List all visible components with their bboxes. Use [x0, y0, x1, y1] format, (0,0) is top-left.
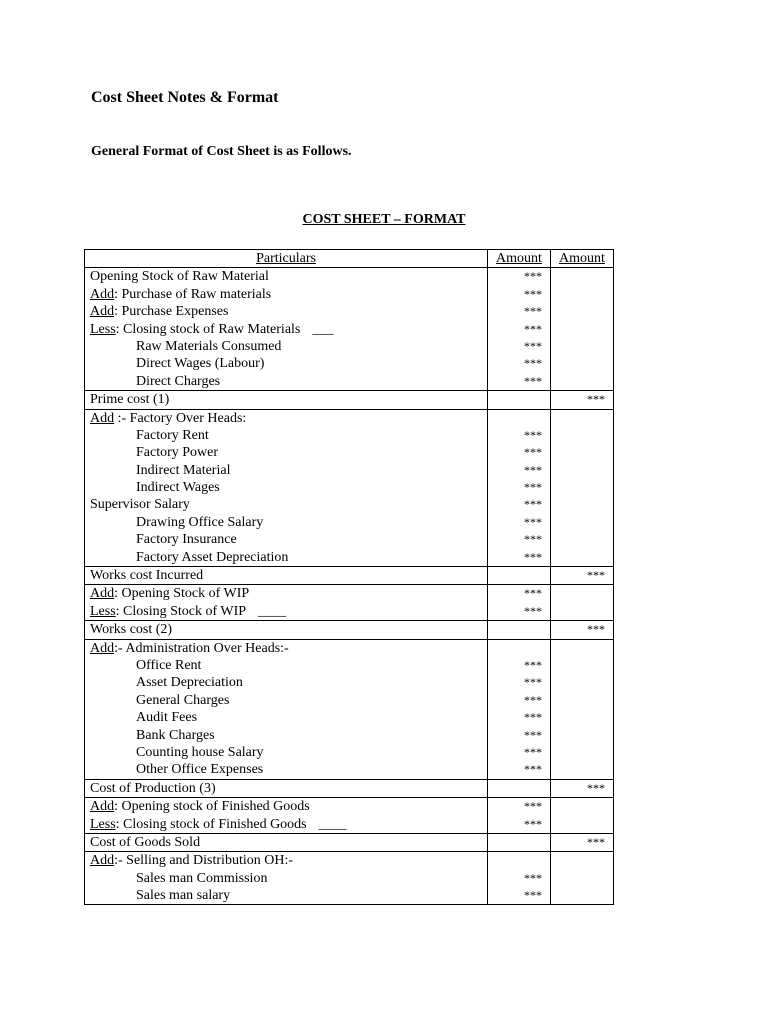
- row-label: Drawing Office Salary: [136, 514, 264, 530]
- amount-cell-2: [551, 852, 614, 870]
- amount-cell-2: [551, 709, 614, 726]
- row-prefix: Add: [90, 286, 115, 302]
- particulars-text: [90, 709, 197, 726]
- row-underline-mark: ____: [318, 816, 347, 832]
- amount-cell-2: [551, 355, 614, 372]
- amount-cell-2: [551, 870, 614, 887]
- row-label: Bank Charges: [136, 727, 215, 743]
- row-prefix: Less: [90, 321, 116, 337]
- table-row: [85, 391, 614, 409]
- amount-cell-1: ***: [488, 373, 551, 391]
- amount-cell-2: [551, 427, 614, 444]
- table-row: [85, 744, 614, 761]
- row-label: Sales man Commission: [136, 870, 268, 886]
- row-prefix: Add: [90, 586, 115, 602]
- amount-cell-1: ***: [488, 798, 551, 816]
- particulars-cell: [85, 761, 488, 779]
- table-row: [85, 496, 614, 513]
- document-title: Cost Sheet Notes & Format: [91, 89, 279, 106]
- row-label: Factory Power: [136, 445, 219, 461]
- amount-cell-1: [488, 833, 551, 851]
- particulars-cell: [85, 514, 488, 531]
- row-label: Other Office Expenses: [136, 762, 264, 778]
- amount-cell-2: [551, 585, 614, 603]
- particulars-cell: [85, 798, 488, 816]
- table-row: [85, 674, 614, 691]
- particulars-cell: [85, 852, 488, 870]
- amount-cell-1: ***: [488, 514, 551, 531]
- header-amount-2-label: Amount: [559, 251, 605, 266]
- amount-cell-1: ***: [488, 462, 551, 479]
- amount-cell-1: ***: [488, 603, 551, 621]
- particulars-cell: [85, 268, 488, 286]
- row-label: Cost of Goods Sold: [90, 834, 201, 850]
- table-row: [85, 585, 614, 603]
- amount-cell-1: ***: [488, 657, 551, 674]
- particulars-text: [90, 870, 267, 887]
- table-row: [85, 462, 614, 479]
- particulars-text: [90, 355, 264, 372]
- table-row: [85, 514, 614, 531]
- particulars-cell: [85, 286, 488, 303]
- row-label: :- Administration Over Heads:-: [114, 640, 289, 656]
- particulars-text: [90, 549, 288, 566]
- particulars-text: [90, 497, 190, 512]
- table-row: [85, 816, 614, 834]
- particulars-cell: [85, 444, 488, 461]
- amount-cell-1: ***: [488, 338, 551, 355]
- row-underline-mark: ____: [258, 603, 287, 619]
- amount-cell-1: ***: [488, 816, 551, 834]
- row-label: :- Factory Over Heads:: [114, 410, 247, 426]
- row-label: :- Selling and Distribution OH:-: [114, 853, 294, 869]
- amount-cell-2: [551, 462, 614, 479]
- particulars-text: [90, 269, 269, 284]
- row-label: Direct Wages (Labour): [136, 356, 265, 372]
- particulars-text: [90, 604, 286, 619]
- amount-cell-1: ***: [488, 444, 551, 461]
- cost-sheet-body: [85, 250, 614, 905]
- table-row: [85, 549, 614, 567]
- amount-cell-1: ***: [488, 585, 551, 603]
- particulars-cell: [85, 639, 488, 657]
- particulars-text: [90, 799, 310, 814]
- table-row: [85, 303, 614, 320]
- row-label: Direct Charges: [136, 373, 221, 389]
- row-prefix: Add: [90, 853, 115, 869]
- particulars-text: [90, 853, 293, 868]
- particulars-text: [90, 586, 249, 601]
- particulars-cell: [85, 692, 488, 709]
- amount-cell-2: [551, 639, 614, 657]
- particulars-text: [90, 322, 333, 337]
- amount-cell-1: [488, 639, 551, 657]
- row-label: Cost of Production (3): [90, 780, 216, 796]
- amount-cell-1: ***: [488, 761, 551, 779]
- particulars-text: [90, 817, 347, 832]
- header-amount-1: [488, 250, 551, 268]
- amount-cell-2: [551, 373, 614, 391]
- particulars-text: [90, 427, 209, 444]
- row-label: : Closing Stock of WIP: [115, 603, 247, 619]
- row-label: Prime cost (1): [90, 392, 170, 408]
- particulars-text: [90, 568, 203, 583]
- amount-cell-1: ***: [488, 427, 551, 444]
- header-particulars-label: Particulars: [256, 251, 316, 266]
- row-label: : Purchase of Raw materials: [114, 286, 272, 302]
- particulars-cell: [85, 567, 488, 585]
- particulars-text: [90, 781, 216, 796]
- amount-cell-2: ***: [551, 833, 614, 851]
- particulars-text: [90, 514, 263, 531]
- amount-cell-2: [551, 496, 614, 513]
- particulars-cell: [85, 496, 488, 513]
- amount-cell-2: ***: [551, 391, 614, 409]
- table-row: [85, 870, 614, 887]
- row-underline-mark: ___: [312, 321, 334, 337]
- amount-cell-1: ***: [488, 268, 551, 286]
- row-label: Raw Materials Consumed: [136, 338, 282, 354]
- particulars-cell: [85, 603, 488, 621]
- table-row: [85, 427, 614, 444]
- amount-cell-1: ***: [488, 674, 551, 691]
- particulars-text: [90, 411, 246, 426]
- amount-cell-1: ***: [488, 744, 551, 761]
- particulars-text: [90, 657, 201, 674]
- particulars-cell: [85, 709, 488, 726]
- table-row: [85, 639, 614, 657]
- particulars-text: [90, 338, 281, 355]
- table-row: [85, 852, 614, 870]
- header-amount-1-label: Amount: [496, 251, 542, 266]
- table-row: [85, 621, 614, 639]
- particulars-cell: [85, 674, 488, 691]
- row-label: Works cost Incurred: [90, 568, 204, 584]
- particulars-cell: [85, 338, 488, 355]
- row-label: Indirect Material: [136, 462, 231, 478]
- row-label: : Closing stock of Raw Materials: [115, 321, 301, 337]
- row-label: Counting house Salary: [136, 744, 264, 760]
- row-label: Factory Rent: [136, 427, 209, 443]
- particulars-text: [90, 674, 243, 691]
- table-row: [85, 286, 614, 303]
- amount-cell-2: [551, 761, 614, 779]
- table-row: [85, 779, 614, 797]
- particulars-text: [90, 444, 218, 461]
- amount-cell-2: [551, 798, 614, 816]
- amount-cell-1: ***: [488, 496, 551, 513]
- amount-cell-2: [551, 692, 614, 709]
- particulars-text: [90, 287, 271, 302]
- particulars-cell: [85, 409, 488, 427]
- amount-cell-2: [551, 303, 614, 320]
- row-label: : Opening stock of Finished Goods: [114, 799, 310, 815]
- amount-cell-1: ***: [488, 286, 551, 303]
- particulars-cell: [85, 391, 488, 409]
- amount-cell-1: ***: [488, 531, 551, 548]
- table-row: [85, 567, 614, 585]
- header-particulars: [85, 250, 488, 268]
- amount-cell-1: ***: [488, 321, 551, 338]
- particulars-cell: [85, 373, 488, 391]
- amount-cell-2: [551, 514, 614, 531]
- particulars-cell: [85, 549, 488, 567]
- table-row: [85, 321, 614, 338]
- amount-cell-1: ***: [488, 479, 551, 496]
- particulars-text: [90, 835, 200, 850]
- particulars-cell: [85, 833, 488, 851]
- particulars-text: [90, 761, 263, 778]
- amount-cell-2: [551, 887, 614, 905]
- particulars-cell: [85, 887, 488, 905]
- table-row: [85, 531, 614, 548]
- particulars-cell: [85, 355, 488, 372]
- table-row: [85, 338, 614, 355]
- amount-cell-2: [551, 674, 614, 691]
- amount-cell-2: [551, 338, 614, 355]
- particulars-text: [90, 887, 230, 904]
- row-prefix: Less: [90, 816, 116, 832]
- amount-cell-1: ***: [488, 870, 551, 887]
- row-label: Works cost (2): [90, 622, 173, 638]
- table-row: [85, 657, 614, 674]
- row-label: Office Rent: [136, 657, 202, 673]
- particulars-cell: [85, 744, 488, 761]
- amount-cell-1: [488, 779, 551, 797]
- particulars-cell: [85, 303, 488, 320]
- row-prefix: Add: [90, 799, 115, 815]
- row-prefix: Add: [90, 410, 115, 426]
- table-row: [85, 709, 614, 726]
- row-label: Factory Asset Depreciation: [136, 549, 289, 565]
- particulars-text: [90, 373, 220, 390]
- row-label: : Closing stock of Finished Goods: [115, 816, 307, 832]
- amount-cell-2: [551, 321, 614, 338]
- table-row: [85, 479, 614, 496]
- particulars-text: [90, 727, 215, 744]
- particulars-cell: [85, 321, 488, 338]
- table-title: COST SHEET – FORMAT: [302, 212, 466, 227]
- particulars-cell: [85, 585, 488, 603]
- amount-cell-2: [551, 603, 614, 621]
- amount-cell-2: [551, 268, 614, 286]
- row-label: Supervisor Salary: [90, 497, 190, 513]
- amount-cell-1: ***: [488, 303, 551, 320]
- table-row: [85, 603, 614, 621]
- particulars-text: [90, 692, 229, 709]
- amount-cell-1: [488, 391, 551, 409]
- particulars-text: [90, 479, 220, 496]
- table-row: [85, 761, 614, 779]
- particulars-text: [90, 392, 169, 407]
- table-row: [85, 444, 614, 461]
- amount-cell-1: ***: [488, 355, 551, 372]
- row-label: Opening Stock of Raw Material: [90, 269, 269, 285]
- amount-cell-1: ***: [488, 887, 551, 905]
- particulars-cell: [85, 462, 488, 479]
- amount-cell-2: [551, 479, 614, 496]
- table-row: [85, 833, 614, 851]
- amount-cell-2: [551, 549, 614, 567]
- table-row: [85, 692, 614, 709]
- row-prefix: Add: [90, 640, 115, 656]
- cost-sheet-table: [84, 249, 614, 905]
- row-label: Audit Fees: [136, 710, 198, 726]
- particulars-cell: [85, 816, 488, 834]
- amount-cell-2: ***: [551, 779, 614, 797]
- row-label: Factory Insurance: [136, 532, 237, 548]
- row-prefix: Add: [90, 304, 115, 320]
- table-row: [85, 409, 614, 427]
- amount-cell-1: [488, 852, 551, 870]
- table-row: [85, 373, 614, 391]
- row-prefix: Less: [90, 603, 116, 619]
- particulars-cell: [85, 779, 488, 797]
- particulars-cell: [85, 621, 488, 639]
- particulars-text: [90, 641, 289, 656]
- particulars-cell: [85, 427, 488, 444]
- row-label: : Opening Stock of WIP: [114, 586, 250, 602]
- amount-cell-2: [551, 744, 614, 761]
- amount-cell-1: [488, 621, 551, 639]
- amount-cell-1: [488, 409, 551, 427]
- table-header-row: [85, 250, 614, 268]
- amount-cell-2: [551, 409, 614, 427]
- table-row: [85, 268, 614, 286]
- particulars-text: [90, 531, 237, 548]
- header-amount-2: [551, 250, 614, 268]
- particulars-cell: [85, 657, 488, 674]
- particulars-cell: [85, 727, 488, 744]
- row-label: Asset Depreciation: [136, 675, 243, 691]
- amount-cell-1: ***: [488, 709, 551, 726]
- amount-cell-1: ***: [488, 692, 551, 709]
- particulars-text: [90, 744, 264, 761]
- amount-cell-2: ***: [551, 567, 614, 585]
- row-label: : Purchase Expenses: [114, 304, 229, 320]
- particulars-cell: [85, 531, 488, 548]
- particulars-cell: [85, 479, 488, 496]
- particulars-text: [90, 462, 230, 479]
- table-row: [85, 798, 614, 816]
- amount-cell-1: [488, 567, 551, 585]
- row-label: Indirect Wages: [136, 480, 220, 496]
- particulars-cell: [85, 870, 488, 887]
- amount-cell-2: [551, 531, 614, 548]
- table-row: [85, 727, 614, 744]
- table-row: [85, 887, 614, 905]
- table-row: [85, 355, 614, 372]
- particulars-text: [90, 304, 228, 319]
- amount-cell-1: ***: [488, 727, 551, 744]
- amount-cell-2: [551, 444, 614, 461]
- row-label: General Charges: [136, 692, 230, 708]
- particulars-text: [90, 622, 172, 637]
- amount-cell-2: [551, 657, 614, 674]
- row-label: Sales man salary: [136, 888, 231, 904]
- amount-cell-2: [551, 816, 614, 834]
- amount-cell-2: ***: [551, 621, 614, 639]
- document-subtitle: General Format of Cost Sheet is as Follows.: [91, 144, 352, 159]
- amount-cell-1: ***: [488, 549, 551, 567]
- amount-cell-2: [551, 286, 614, 303]
- amount-cell-2: [551, 727, 614, 744]
